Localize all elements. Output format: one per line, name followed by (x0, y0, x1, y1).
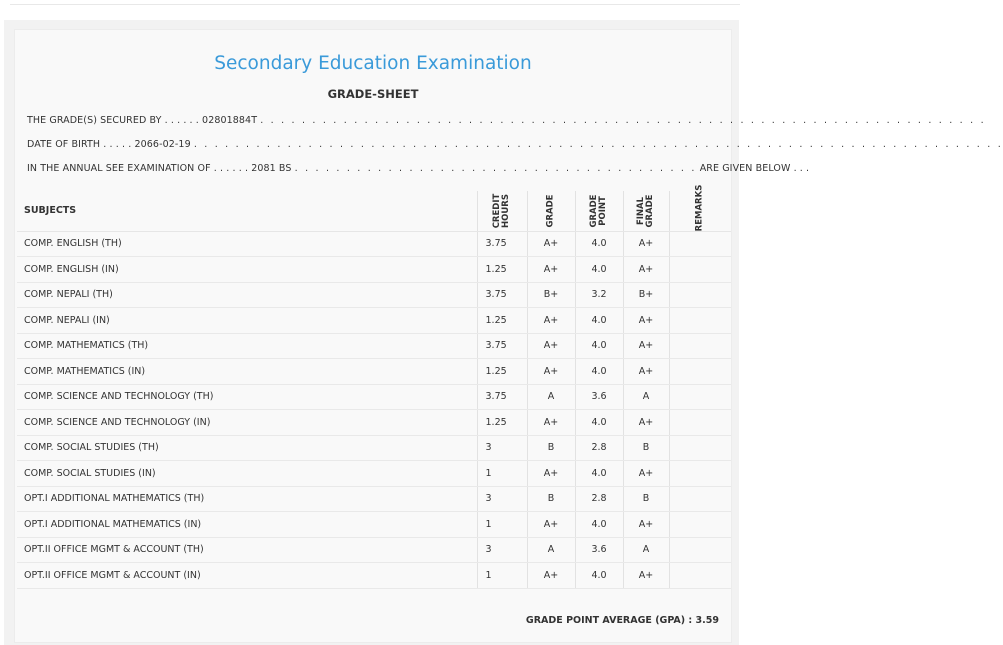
final-grade-cell: A+ (623, 410, 669, 436)
dot-leader: . . . . . . . . . . . . . . . . . . . . . . . . . . . . . . . . . . . . . . . . . . . . . . . . . . . . . . . . . . . . . . . . . . . . . . . . . . . . . . (193, 139, 1003, 150)
page-subtitle: GRADE-SHEET (327, 87, 419, 101)
subject-cell: COMP. SCIENCE AND TECHNOLOGY (IN) (17, 410, 477, 436)
subject-cell: COMP. ENGLISH (TH) (17, 231, 477, 257)
grade-cell: A+ (527, 333, 575, 359)
grade-cell: B (527, 486, 575, 512)
table-row (17, 257, 731, 283)
credit-hours-cell: 3.75 (477, 384, 527, 410)
table-row (17, 461, 731, 487)
remarks-cell (669, 486, 731, 512)
credit-hours-cell: 3 (477, 537, 527, 563)
credit-hours-cell: 1.25 (477, 410, 527, 436)
header-final-grade (623, 191, 669, 231)
grade-cell: A+ (527, 512, 575, 538)
final-grade-cell: B (623, 435, 669, 461)
top-divider (10, 0, 740, 5)
table-row (17, 333, 731, 359)
remarks-cell (669, 435, 731, 461)
header-remarks-text: REMARKS (694, 184, 705, 231)
exam-year: 2081 BS (251, 163, 292, 174)
grade-secured-line (27, 115, 986, 126)
table-row (17, 537, 731, 563)
grade-point-cell: 3.6 (575, 384, 623, 410)
remarks-cell (669, 512, 731, 538)
credit-hours-cell: 1 (477, 512, 527, 538)
dob-label: DATE OF BIRTH . . . . . (27, 139, 132, 150)
table-row (17, 512, 731, 538)
symbol-number: 02801884T (202, 115, 258, 126)
credit-hours-cell: 3 (477, 435, 527, 461)
final-grade-cell: A (623, 384, 669, 410)
credit-hours-cell: 1 (477, 563, 527, 589)
final-grade-cell: A+ (623, 231, 669, 257)
subject-cell: OPT.II OFFICE MGMT & ACCOUNT (TH) (17, 537, 477, 563)
grade-cell: A+ (527, 359, 575, 385)
grade-cell: A+ (527, 563, 575, 589)
header-grade-point-text: GRADE POINT (589, 194, 608, 228)
grade-cell: B+ (527, 282, 575, 308)
subject-cell: COMP. MATHEMATICS (TH) (17, 333, 477, 359)
credit-hours-cell: 1 (477, 461, 527, 487)
credit-hours-cell: 3.75 (477, 333, 527, 359)
subject-cell: COMP. SOCIAL STUDIES (IN) (17, 461, 477, 487)
subject-cell: OPT.I ADDITIONAL MATHEMATICS (TH) (17, 486, 477, 512)
credit-hours-cell: 1.25 (477, 359, 527, 385)
grade-sheet-card (14, 29, 1003, 643)
subject-cell: COMP. MATHEMATICS (IN) (17, 359, 477, 385)
subject-cell: COMP. NEPALI (IN) (17, 308, 477, 334)
grade-cell: B (527, 435, 575, 461)
final-grade-cell: A+ (623, 563, 669, 589)
gpa-value: 3.59 (695, 615, 719, 626)
remarks-cell (669, 384, 731, 410)
grade-cell: A (527, 384, 575, 410)
grades-table-body (17, 231, 731, 588)
table-row (17, 435, 731, 461)
dob-line (27, 139, 1003, 150)
remarks-cell (669, 231, 731, 257)
credit-hours-cell: 3.75 (477, 231, 527, 257)
dot-leader: . . . . . . . . . . . . . . . . . . . . . . . . . . . . . . . . . . . . . . . . . . . . . . . . . . . . . . . . . . . . . . . . . . . . . . (260, 115, 986, 126)
grade-point-cell: 4.0 (575, 563, 623, 589)
header-credit-hours (477, 191, 527, 231)
grade-point-cell: 4.0 (575, 461, 623, 487)
final-grade-cell: A+ (623, 461, 669, 487)
table-row (17, 410, 731, 436)
gpa-line (526, 615, 719, 626)
gpa-label: GRADE POINT AVERAGE (GPA) : (525, 615, 693, 626)
final-grade-cell: A+ (623, 333, 669, 359)
header-final-grade-text: FINAL GRADE (636, 194, 655, 228)
credit-hours-cell: 3 (477, 486, 527, 512)
grade-point-cell: 3.2 (575, 282, 623, 308)
grade-cell: A+ (527, 231, 575, 257)
table-row (17, 282, 731, 308)
remarks-cell (669, 410, 731, 436)
grade-cell: A (527, 537, 575, 563)
grade-sheet-panel (4, 20, 1003, 645)
credit-hours-cell: 1.25 (477, 257, 527, 283)
table-row (17, 308, 731, 334)
dob-value: 2066-02-19 (134, 139, 191, 150)
remarks-cell (669, 563, 731, 589)
grade-point-cell: 4.0 (575, 512, 623, 538)
final-grade-cell: B (623, 486, 669, 512)
remarks-cell (669, 461, 731, 487)
final-grade-cell: A+ (623, 512, 669, 538)
exam-suffix: ARE GIVEN BELOW . . . (699, 163, 810, 174)
grade-secured-label: THE GRADE(S) SECURED BY . . . . . . (27, 115, 199, 126)
table-row (17, 359, 731, 385)
grades-table (17, 184, 731, 589)
grade-point-cell: 4.0 (575, 308, 623, 334)
grade-point-cell: 3.6 (575, 537, 623, 563)
subject-cell: COMP. SOCIAL STUDIES (TH) (17, 435, 477, 461)
grade-point-cell: 4.0 (575, 410, 623, 436)
dot-leader: . . . . . . . . . . . . . . . . . . . . . . . . . . . . . . . . . . . . . . . (294, 163, 697, 174)
credit-hours-cell: 1.25 (477, 308, 527, 334)
grade-point-cell: 4.0 (575, 231, 623, 257)
exam-line (27, 163, 809, 174)
table-row (17, 231, 731, 257)
header-remarks (669, 184, 731, 231)
grade-cell: A+ (527, 257, 575, 283)
credit-hours-cell: 3.75 (477, 282, 527, 308)
table-header-row (17, 191, 731, 231)
final-grade-cell: A+ (623, 359, 669, 385)
grade-cell: A+ (527, 308, 575, 334)
page-title: Secondary Education Examination (214, 53, 532, 74)
header-credit-hours-text: CREDIT HOURS (492, 193, 511, 229)
header-grade-point (575, 191, 623, 231)
exam-label: IN THE ANNUAL SEE EXAMINATION OF . . . . . . (27, 163, 249, 174)
grade-point-cell: 2.8 (575, 486, 623, 512)
subject-cell: COMP. SCIENCE AND TECHNOLOGY (TH) (17, 384, 477, 410)
final-grade-cell: A+ (623, 257, 669, 283)
remarks-cell (669, 257, 731, 283)
subject-cell: OPT.I ADDITIONAL MATHEMATICS (IN) (17, 512, 477, 538)
remarks-cell (669, 537, 731, 563)
final-grade-cell: A (623, 537, 669, 563)
subject-cell: COMP. NEPALI (TH) (17, 282, 477, 308)
header-subjects: SUBJECTS (17, 191, 477, 231)
subject-cell: COMP. ENGLISH (IN) (17, 257, 477, 283)
final-grade-cell: B+ (623, 282, 669, 308)
remarks-cell (669, 333, 731, 359)
remarks-cell (669, 359, 731, 385)
header-grade (527, 191, 575, 231)
subject-cell: OPT.II OFFICE MGMT & ACCOUNT (IN) (17, 563, 477, 589)
grade-point-cell: 2.8 (575, 435, 623, 461)
table-row (17, 563, 731, 589)
remarks-cell (669, 282, 731, 308)
grade-point-cell: 4.0 (575, 359, 623, 385)
table-row (17, 486, 731, 512)
grade-point-cell: 4.0 (575, 333, 623, 359)
grade-cell: A+ (527, 410, 575, 436)
header-grade-text: GRADE (545, 194, 556, 228)
grade-cell: A+ (527, 461, 575, 487)
table-row (17, 384, 731, 410)
final-grade-cell: A+ (623, 308, 669, 334)
remarks-cell (669, 308, 731, 334)
grade-point-cell: 4.0 (575, 257, 623, 283)
